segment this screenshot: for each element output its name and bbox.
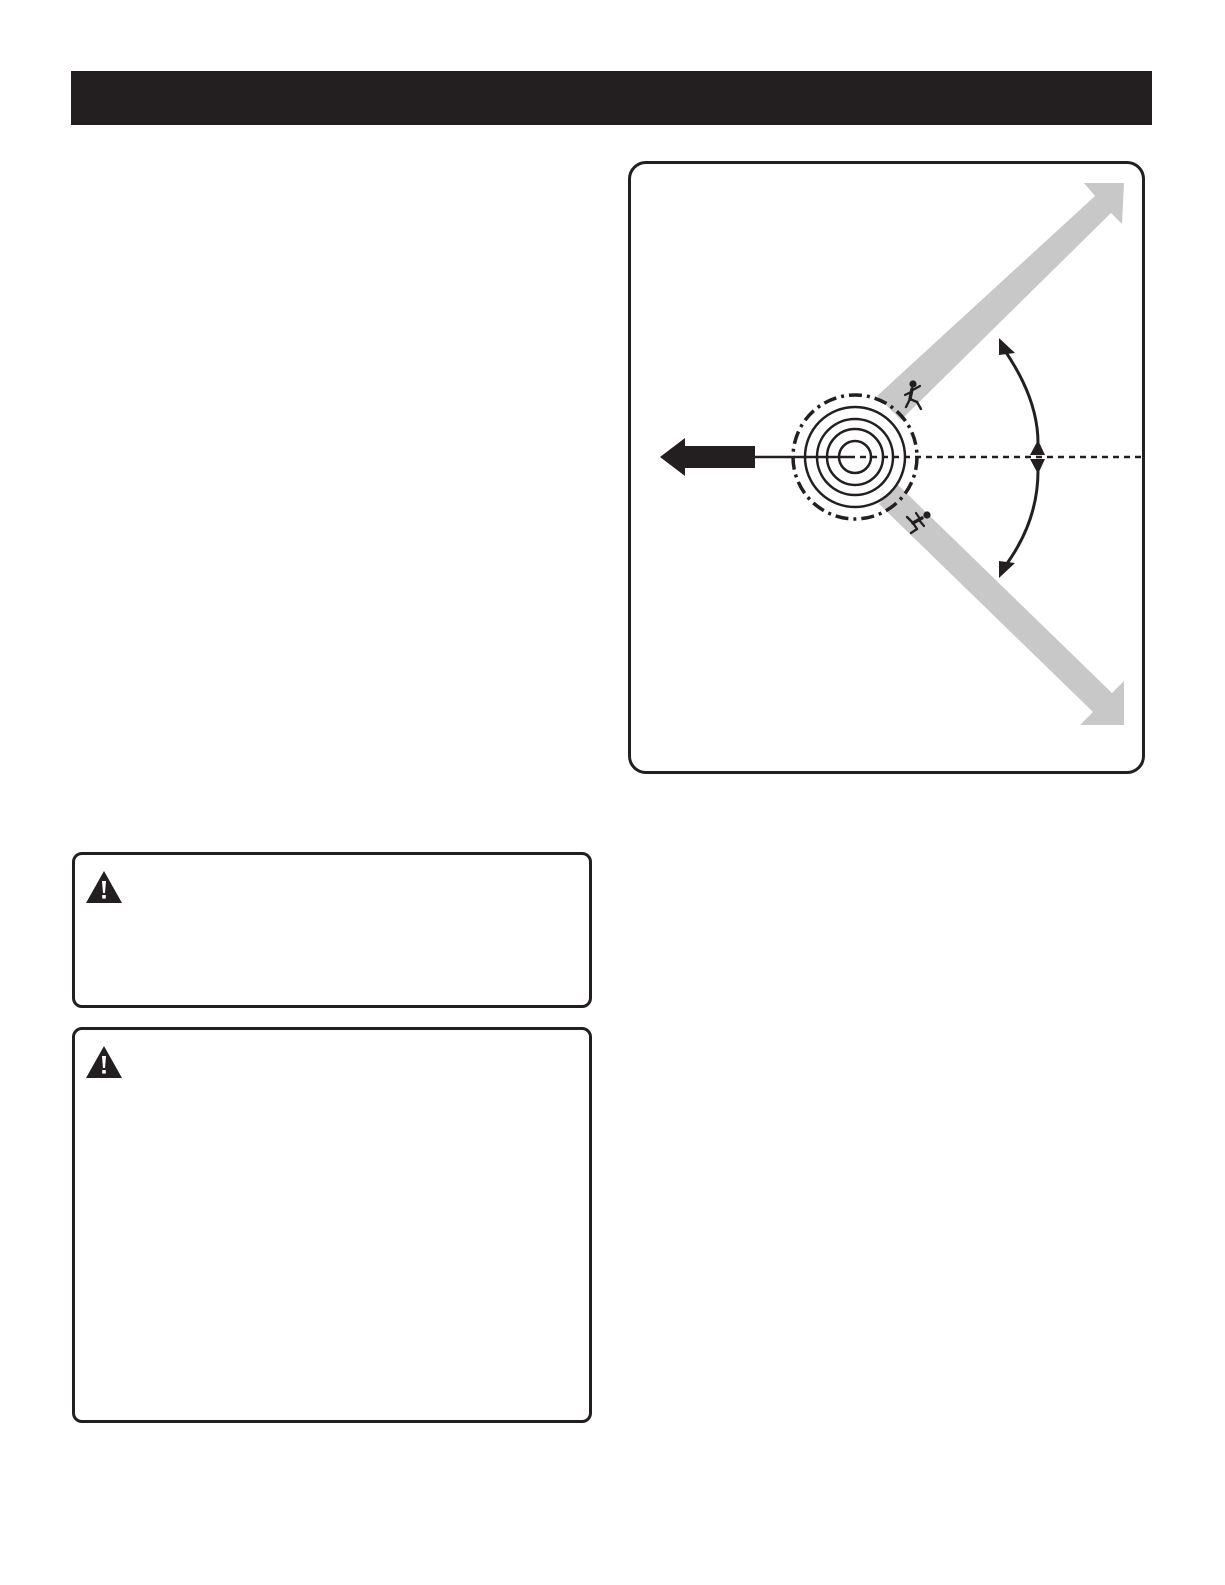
arc-arrowhead-mid-lower	[1030, 459, 1045, 474]
throwing-zone-diagram	[631, 164, 1145, 774]
arc-arrowhead-lower	[999, 561, 1015, 578]
warning-box-1	[72, 852, 592, 1008]
arc-arrowhead-upper	[999, 338, 1015, 355]
direction-arrow-icon	[660, 438, 755, 476]
angle-arc-arrow-icon	[1003, 471, 1038, 569]
figure-frame	[628, 161, 1145, 774]
arc-arrowhead-mid-upper	[1030, 440, 1045, 455]
angle-arc-arrow-icon	[1003, 348, 1038, 443]
warning-triangle-icon	[85, 1045, 123, 1079]
section-header-bar	[71, 71, 1152, 125]
warning-box-2	[72, 1027, 592, 1423]
warning-triangle-icon	[85, 870, 123, 904]
